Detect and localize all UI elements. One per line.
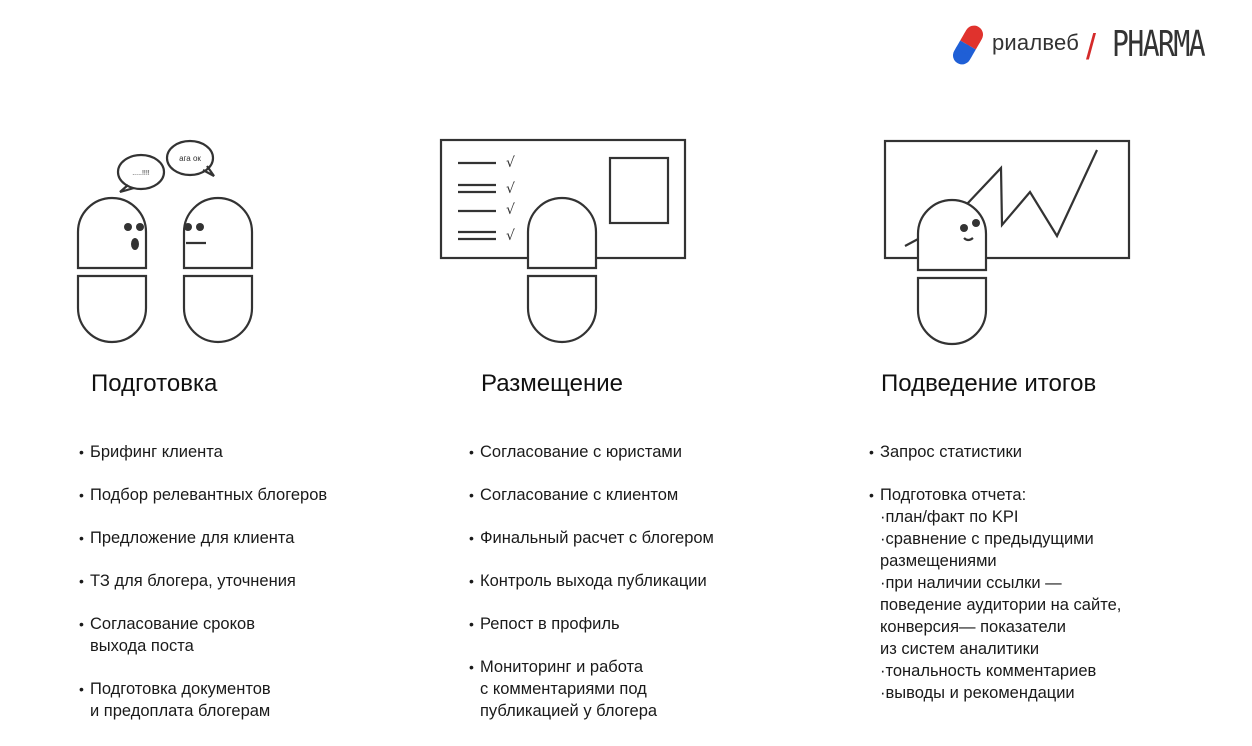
preparation-list: [79, 441, 327, 743]
list-item: • Контроль выхода публикации: [469, 570, 714, 592]
column-title-placement: Размещение: [481, 370, 623, 397]
svg-text:√: √: [506, 155, 515, 171]
svg-text:√: √: [506, 181, 515, 197]
list-item: • Согласование с клиентом: [469, 484, 714, 506]
list-item: • Согласование сроков выхода поста: [79, 613, 327, 657]
list-item: • Согласование с юристами: [469, 441, 714, 463]
list-item: • Подготовка отчета: ·план/факт по KPI ·сравнение с предыдущими размещениями ·при наличии ссылки — поведение аудитории на сайте, конверсия— показатели из систем аналитики ·тональность комментариев ·выводы и рекомендации: [869, 484, 1121, 704]
pill-growth-chart-illustration: [875, 130, 1145, 350]
list-item: • Подбор релевантных блогеров: [79, 484, 327, 506]
logo-brand: риалвеб: [992, 30, 1080, 55]
pill-logo-icon: [950, 22, 986, 68]
logo-slash: /: [1086, 26, 1097, 67]
list-item: • Брифинг клиента: [79, 441, 327, 463]
pill-checklist-board-illustration: [430, 130, 700, 350]
logo-pharma: PHARMA: [1112, 24, 1205, 65]
svg-text:√: √: [506, 228, 515, 244]
placement-list: [469, 441, 714, 743]
list-item: • Репост в профиль: [469, 613, 714, 635]
list-item: • Подготовка документов и предоплата блогерам: [79, 678, 327, 722]
bubble-right-text: ага ок: [179, 154, 201, 163]
column-title-preparation: Подготовка: [91, 370, 218, 397]
pills-talking-illustration: [70, 130, 270, 350]
list-item: • Мониторинг и работа с комментариями под публикацией у блогера: [469, 656, 714, 722]
column-title-results: Подведение итогов: [881, 370, 1097, 397]
results-list: [869, 441, 1121, 725]
svg-text:√: √: [506, 202, 515, 218]
list-item: • Запрос статистики: [869, 441, 1121, 463]
bubble-left-text: .....!!!!: [132, 170, 150, 177]
list-item: • Финальный расчет с блогером: [469, 527, 714, 549]
list-item: • Предложение для клиента: [79, 527, 327, 549]
logo: [950, 22, 1220, 70]
list-item: • ТЗ для блогера, уточнения: [79, 570, 327, 592]
